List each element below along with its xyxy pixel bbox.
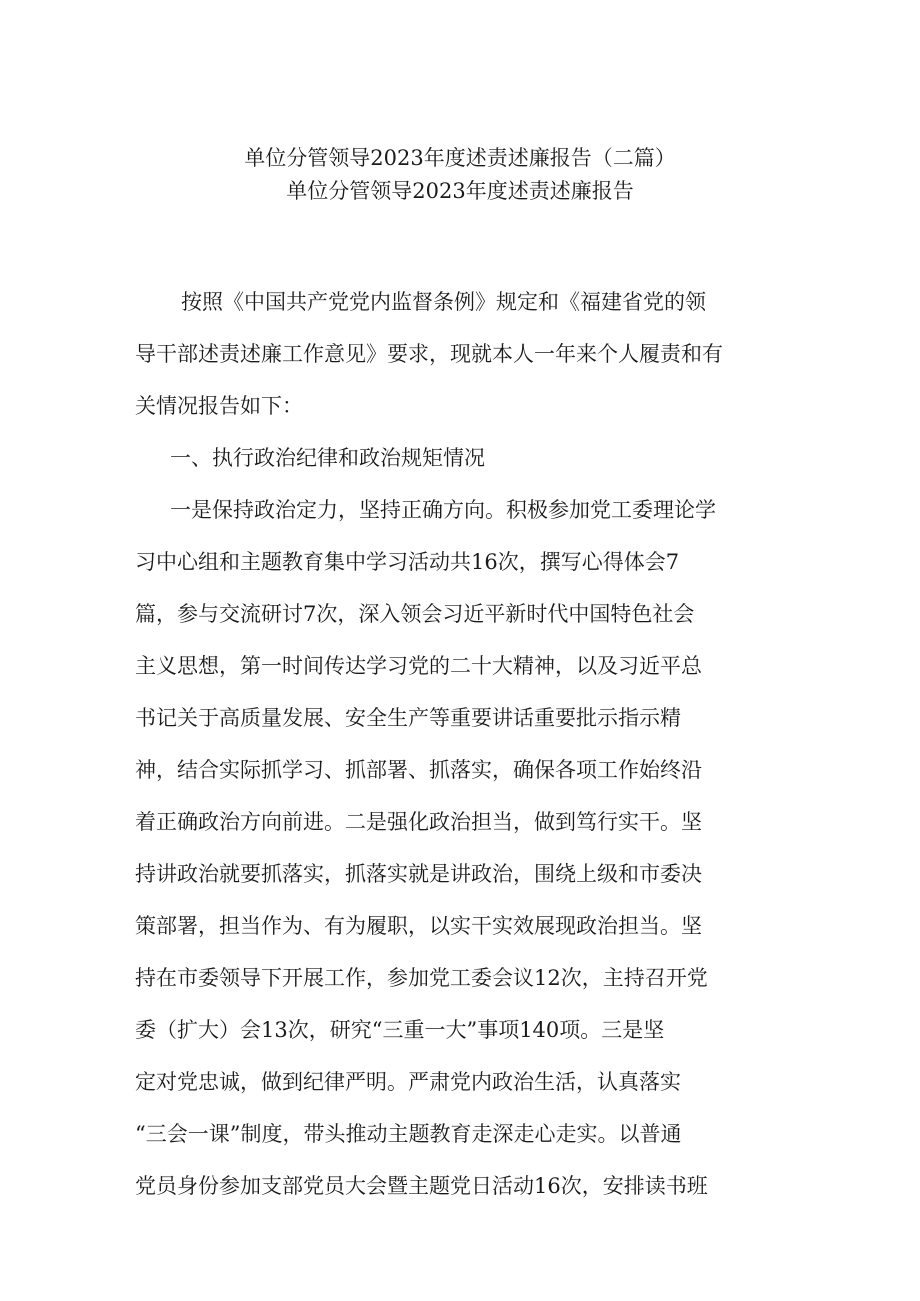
text-line: 委（扩大）会13次，研究“三重一大”事项140项。三是坚	[135, 1018, 665, 1042]
document-subtitle: 单位分管领导2023年度述责述廉报告	[286, 179, 634, 203]
text-line: 篇，参与交流研讨7次，深入领会习近平新时代中国特色社会	[135, 602, 695, 626]
text-line: 按照《中国共产党党内监督条例》规定和《福建省党的领	[181, 290, 706, 314]
document-title: 单位分管领导2023年度述责述廉报告（二篇）	[244, 146, 676, 170]
text-line: 策部署，担当作为、有为履职，以实干实效展现政治担当。坚	[135, 914, 702, 938]
text-line: 党员身份参加支部党员大会暨主题党日活动16次，安排读书班	[135, 1174, 708, 1198]
text-line: 书记关于高质量发展、安全生产等重要讲话重要批示指示精	[135, 706, 681, 730]
text-line: 一是保持政治定力，坚持正确方向。积极参加党工委理论学	[170, 498, 716, 522]
document-body	[135, 285, 785, 1221]
text-line: 关情况报告如下：	[135, 394, 303, 418]
text-line: 持讲政治就要抓落实，抓落实就是讲政治，围绕上级和市委决	[135, 862, 702, 886]
text-line: 主义思想，第一时间传达学习党的二十大精神，以及习近平总	[135, 654, 702, 678]
text-line: 习中心组和主题教育集中学习活动共16次，撰写心得体会7	[135, 550, 680, 574]
text-line: 导干部述责述廉工作意见》要求，现就本人一年来个人履责和有	[135, 342, 723, 366]
text-line: 着正确政治方向前进。二是强化政治担当，做到笃行实干。坚	[135, 810, 702, 834]
text-line: 持在市委领导下开展工作，参加党工委会议12次，主持召开党	[135, 966, 708, 990]
text-line: 神，结合实际抓学习、抓部署、抓落实，确保各项工作始终沿	[135, 758, 702, 782]
title-block	[0, 142, 920, 208]
text-line: “三会一课”制度，带头推动主题教育走深走心走实。以普通	[135, 1122, 682, 1146]
text-line: 定对党忠诚，做到纪律严明。严肃党内政治生活，认真落实	[135, 1070, 681, 1094]
section-heading: 一、执行政治纪律和政治规矩情况	[170, 446, 485, 470]
